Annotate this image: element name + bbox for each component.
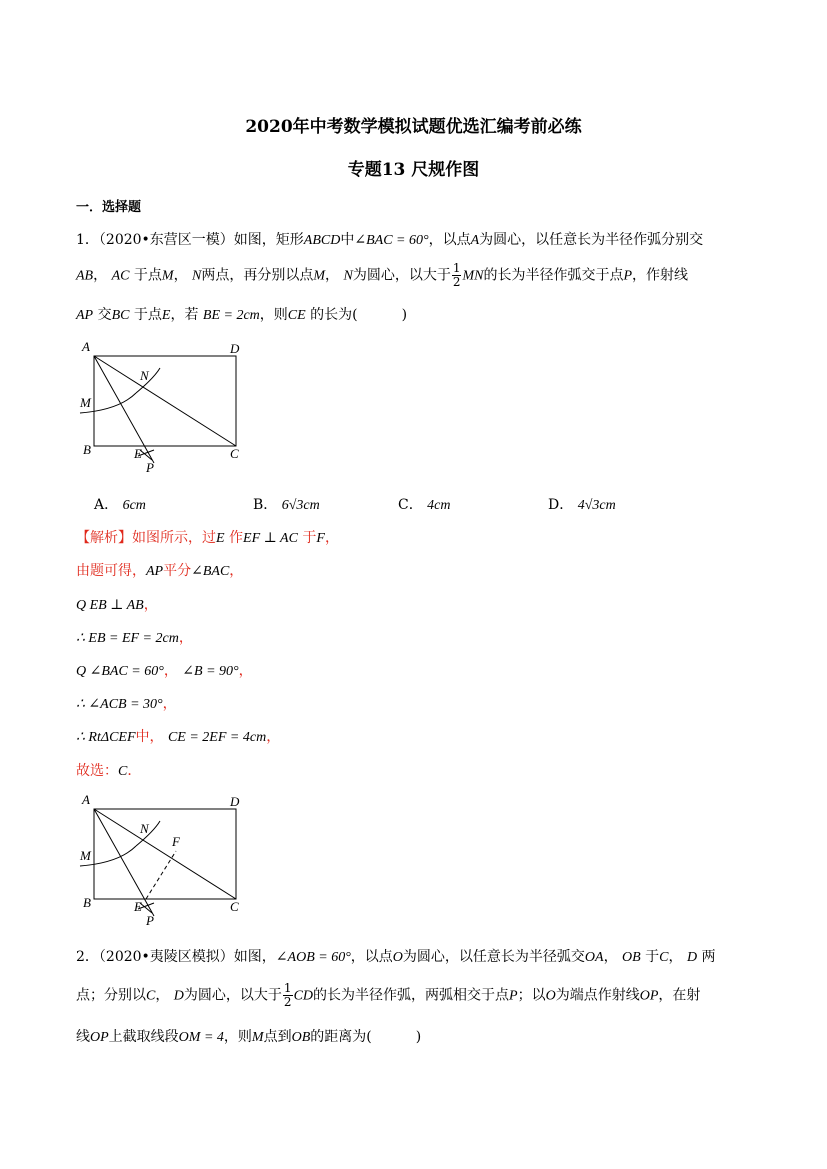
solution-line-4: ∴ EB = EF = 2cm，	[76, 630, 193, 646]
label-m: M	[80, 848, 91, 863]
solution-line-2: 由题可得，AP平分∠BAC，	[76, 563, 244, 579]
label-c: C	[230, 899, 239, 914]
label-d: D	[230, 341, 240, 356]
fraction-half: $\frac{1}{2}$	[452, 261, 461, 289]
label-n: N	[140, 368, 149, 383]
label-b: B	[83, 442, 91, 457]
q2-line-3: 线OP上截取线段OM = 4，则M点到OB的距离为( )	[76, 1029, 422, 1045]
option-d[interactable]: D． 4√3cm	[548, 497, 616, 513]
solution-line-6: ∴ ∠ACB = 30°，	[76, 696, 177, 712]
section-heading: 一．选择题	[76, 200, 142, 215]
label-m: M	[80, 395, 91, 410]
label-d: D	[230, 794, 240, 809]
solution-line-7: ∴ RtΔCEF中， CE = 2EF = 4cm，	[76, 729, 281, 745]
option-c[interactable]: C． 4cm	[398, 497, 451, 513]
solution-figure	[74, 791, 254, 926]
fraction-half: $\frac{1}{2}$	[283, 981, 292, 1009]
q1-figure	[74, 338, 254, 478]
label-n: N	[140, 821, 149, 836]
label-p: P	[146, 460, 154, 475]
solution-line-1: 【解析】如图所示，过E 作EF ⊥ AC 于F，	[76, 530, 339, 546]
label-e: E	[134, 446, 142, 461]
option-a[interactable]: A． 6cm	[94, 497, 146, 513]
q2-line-1: 2．（2020•夷陵区模拟）如图，∠AOB = 60°，以点O为圆心，以任意长为半径弧交OA， OB 于C， D 两	[76, 949, 716, 965]
label-p: P	[146, 913, 154, 926]
diagonal-ac	[94, 356, 236, 446]
label-e: E	[134, 899, 142, 914]
page-subtitle: 专题13 尺规作图	[347, 160, 480, 180]
q1-line-1: 1．（2020•东营区一模）如图，矩形ABCD中∠BAC = 60°，以点A为圆心，以任意长为半径作弧分别交	[76, 232, 704, 248]
q1-line-2: AB， AC 于点M， N两点，再分别以点M， N为圆心，以大于 $\frac{1}{2}$ MN的长为半径作弧交于点P，作射线	[76, 261, 689, 289]
label-b: B	[83, 895, 91, 910]
diagonal-ac	[94, 809, 236, 899]
q2-line-2: 点；分别以C， D为圆心，以大于 $\frac{1}{2}$ CD的长为半径作弧，两弧相交于点P；以O为端点作射线OP，在射	[76, 981, 701, 1009]
label-c: C	[230, 446, 239, 461]
label-a: A	[82, 792, 90, 807]
option-b[interactable]: B． 6√3cm	[253, 497, 320, 513]
page-title: 2020年中考数学模拟试题优选汇编考前必练	[245, 117, 582, 137]
label-f: F	[172, 834, 180, 849]
solution-line-5: Q ∠BAC = 60°， ∠B = 90°，	[76, 663, 253, 679]
solution-line-3: Q EB ⊥ AB，	[76, 597, 158, 613]
q1-line-3: AP 交BC 于点E，若 BE = 2cm，则CE 的长为( )	[76, 307, 408, 323]
solution-line-8: 故选：C．	[76, 763, 142, 779]
label-a: A	[82, 339, 90, 354]
